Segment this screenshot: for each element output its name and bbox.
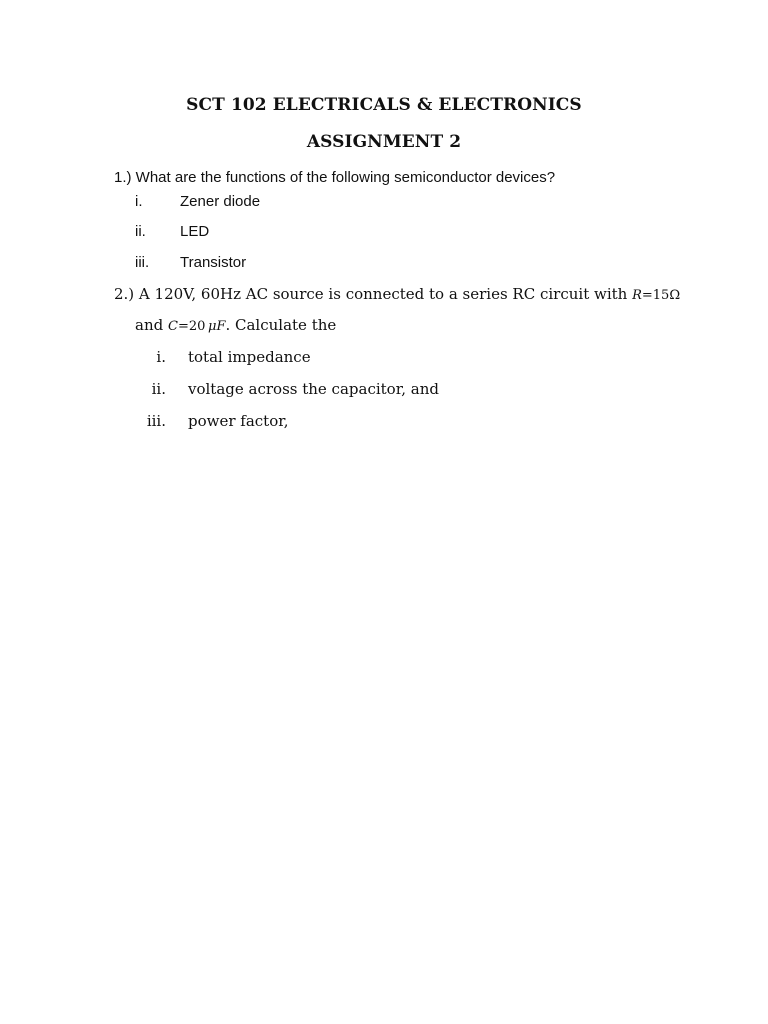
question-2-item-number: iii.: [146, 412, 166, 430]
question-2-text: 2.) A 120V, 60Hz AC source is connected to a series RC circuit with: [114, 285, 628, 303]
capacitance-formula: [168, 319, 225, 334]
question-1-item-text: Transistor: [180, 254, 247, 271]
capacitance-unit: μF: [208, 319, 226, 334]
resistance-value: =15Ω: [641, 288, 681, 303]
question-1-item-number: ii.: [135, 223, 146, 240]
question-2-item-number: ii.: [151, 380, 166, 398]
resistance-formula: [632, 288, 680, 303]
question-2-line-2: [135, 316, 336, 334]
question-1-item-number: i.: [135, 193, 143, 210]
capacitance-symbol: C: [168, 319, 178, 334]
question-1-item-text: Zener diode: [180, 193, 261, 210]
question-1-prompt: 1.) What are the functions of the following semiconductor devices?: [114, 169, 556, 186]
question-2-text: . Calculate the: [225, 316, 337, 334]
question-2-text: and: [135, 316, 164, 334]
question-2-item-number: i.: [156, 348, 166, 366]
document-title: SCT 102 ELECTRICALS & ELECTRONICS: [186, 95, 582, 115]
question-1-item-number: iii.: [135, 254, 150, 271]
question-1-item-text: LED: [180, 223, 210, 240]
question-2-item-text: voltage across the capacitor, and: [188, 380, 439, 398]
resistance-symbol: R: [632, 288, 642, 303]
capacitance-value: =20: [177, 319, 206, 334]
assignment-heading: ASSIGNMENT 2: [306, 132, 462, 152]
question-2-line-1: [114, 285, 680, 303]
question-2-item-text: total impedance: [188, 348, 311, 366]
question-2-item-text: power factor,: [188, 412, 289, 430]
